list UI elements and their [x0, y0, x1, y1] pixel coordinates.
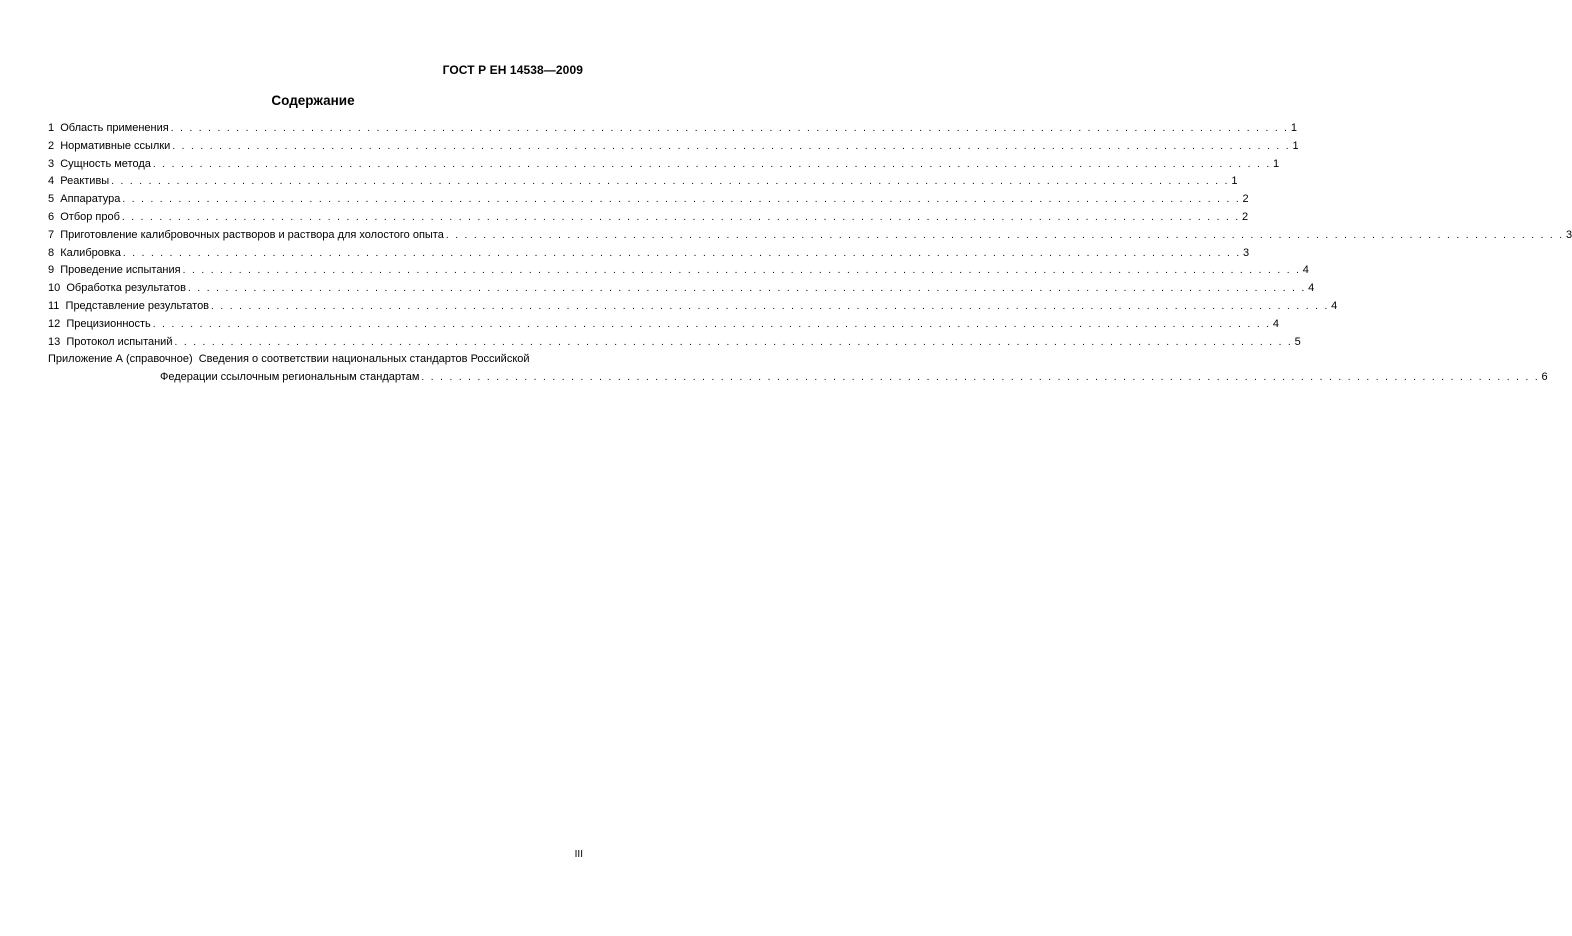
toc-entry-label: 5 Аппаратура — [48, 193, 121, 206]
toc-leader-dots: . . . . . . . . . . . . . . . . . . . . . . . . . . . . . . . . . . . . . . . . . . . . . . . . . . . . . . . . . . . . . . . . . . . . . . . . . . . . . . . . . . . . . . . . . . . . . . . . . . . . . . . . . . . . . . . . . . . . . . . . — [211, 300, 1330, 312]
document-code: ГОСТ Р ЕН 14538—2009 — [442, 63, 583, 77]
toc-entry-page: 1 — [1290, 122, 1297, 134]
toc-entry-label: 2 Нормативные ссылки — [48, 139, 171, 152]
toc-entry-label: 8 Калибровка — [48, 246, 121, 259]
toc-entry-label: 11 Представление результатов — [48, 299, 210, 312]
table-of-contents — [48, 121, 1572, 388]
toc-entry-label: 13 Протокол испытаний — [48, 335, 173, 348]
toc-entry[interactable] — [48, 317, 1280, 335]
toc-leader-dots: . . . . . . . . . . . . . . . . . . . . . . . . . . . . . . . . . . . . . . . . . . . . . . . . . . . . . . . . . . . . . . . . . . . . . . . . . . . . . . . . . . . . . . . . . . . . . . . . . . . . . . . . . . . . . . . . . . . . . . . . — [121, 211, 1241, 223]
toc-entry-label: 7 Приготовление калибровочных растворов и раствора для холостого опыта — [48, 228, 444, 241]
annex-label-line2: Федерации ссылочным региональным стандартам — [160, 371, 420, 384]
toc-entry[interactable] — [48, 192, 1249, 210]
toc-leader-dots: . . . . . . . . . . . . . . . . . . . . . . . . . . . . . . . . . . . . . . . . . . . . . . . . . . . . . . . . . . . . . . . . . . . . . . . . . . . . . . . . . . . . . . . . . . . . . . . . . . . . . . . . . . . . . . . . . . . . . . . . — [170, 123, 1289, 134]
toc-entry[interactable] — [48, 157, 1280, 175]
toc-entry-page: 4 — [1302, 264, 1309, 277]
toc-entry-label: 12 Прецизионность — [48, 317, 151, 330]
toc-entry[interactable] — [48, 139, 1299, 157]
toc-entry-page: 1 — [1292, 139, 1299, 152]
toc-entry-label: 6 Отбор проб — [48, 210, 120, 223]
toc-leader-dots: . . . . . . . . . . . . . . . . . . . . . . . . . . . . . . . . . . . . . . . . . . . . . . . . . . . . . . . . . . . . . . . . . . . . . . . . . . . . . . . . . . . . . . . . . . . . . . . . . . . . . . . . . . . . . . . . . . . . . . . . — [111, 176, 1230, 188]
toc-entry-label: 10 Обработка результатов — [48, 282, 187, 295]
toc-entry[interactable] — [48, 228, 1572, 246]
toc-entry-page: 3 — [1565, 228, 1572, 241]
toc-leader-dots: . . . . . . . . . . . . . . . . . . . . . . . . . . . . . . . . . . . . . . . . . . . . . . . . . . . . . . . . . . . . . . . . . . . . . . . . . . . . . . . . . . . . . . . . . . . . . . . . . . . . . . . . . . . . . . . . . . . . . . . . — [188, 283, 1307, 295]
toc-leader-dots: . . . . . . . . . . . . . . . . . . . . . . . . . . . . . . . . . . . . . . . . . . . . . . . . . . . . . . . . . . . . . . . . . . . . . . . . . . . . . . . . . . . . . . . . . . . . . . . . . . . . . . . . . . . . . . . . . . . . . . . . — [152, 158, 1272, 170]
toc-leader-dots: . . . . . . . . . . . . . . . . . . . . . . . . . . . . . . . . . . . . . . . . . . . . . . . . . . . . . . . . . . . . . . . . . . . . . . . . . . . . . . . . . . . . . . . . . . . . . . . . . . . . . . . . . . . . . . . . . . . . . . . . — [182, 265, 1301, 277]
toc-entry-label: 9 Проведение испытания — [48, 264, 181, 277]
toc-entry[interactable] — [48, 210, 1249, 228]
toc-entry-page: 2 — [1242, 210, 1249, 223]
toc-entry-page: 4 — [1331, 299, 1338, 312]
toc-leader-dots: . . . . . . . . . . . . . . . . . . . . . . . . . . . . . . . . . . . . . . . . . . . . . . . . . . . . . . . . . . . . . . . . . . . . . . . . . . . . . . . . . . . . . . . . . . . . . . . . . . . . . . . . . . . . . . . . . . . . . . . . — [172, 140, 1291, 152]
toc-entry[interactable] — [48, 299, 1338, 317]
toc-entry[interactable] — [48, 263, 1309, 281]
toc-title: Содержание — [271, 93, 355, 108]
toc-entry-page: 6 — [1541, 371, 1548, 384]
toc-leader-dots: . . . . . . . . . . . . . . . . . . . . . . . . . . . . . . . . . . . . . . . . . . . . . . . . . . . . . . . . . . . . . . . . . . . . . . . . . . . . . . . . . . . . . . . . . . . . . . . . . . . . . . . . . . . . . . . . . . . . . . . . — [174, 336, 1293, 348]
toc-entry-page: 1 — [1273, 157, 1280, 170]
toc-entry-label: 1 Область применения — [48, 122, 169, 134]
toc-entry[interactable] — [48, 174, 1238, 192]
toc-entry-page: 4 — [1272, 317, 1280, 330]
annex-continuation — [48, 370, 1548, 388]
toc-entry-page: 1 — [1231, 175, 1238, 188]
toc-entry[interactable] — [48, 246, 1250, 264]
toc-leader-dots: . . . . . . . . . . . . . . . . . . . . . . . . . . . . . . . . . . . . . . . . . . . . . . . . . . . . . . . . . . . . . . . . . . . . . . . . . . . . . . . . . . . . . . . . . . . . . . . . . . . . . . . . . . . . . . . . . . . . . . . . — [122, 194, 1241, 206]
toc-leader-dots: . . . . . . . . . . . . . . . . . . . . . . . . . . . . . . . . . . . . . . . . . . . . . . . . . . . . . . . . . . . . . . . . . . . . . . . . . . . . . . . . . . . . . . . . . . . . . . . . . . . . . . . . . . . . . . . . . . . . . . . . — [152, 318, 1271, 330]
toc-entry-page: 5 — [1294, 335, 1301, 348]
toc-entry-page: 2 — [1242, 193, 1249, 206]
annex-label-line1: Приложение А (справочное) Сведения о соответствии национальных стандартов Российской — [48, 353, 530, 366]
toc-entry-label: 4 Реактивы — [48, 175, 110, 188]
toc-entry-label: 3 Сущность метода — [48, 157, 151, 170]
toc-entry-page: 3 — [1243, 246, 1250, 259]
toc-leader-dots: . . . . . . . . . . . . . . . . . . . . . . . . . . . . . . . . . . . . . . . . . . . . . . . . . . . . . . . . . . . . . . . . . . . . . . . . . . . . . . . . . . . . . . . . . . . . . . . . . . . . . . . . . . . . . . . . . . . . . . . . — [122, 247, 1241, 259]
page-number: III — [574, 849, 583, 860]
toc-leader-dots: . . . . . . . . . . . . . . . . . . . . . . . . . . . . . . . . . . . . . . . . . . . . . . . . . . . . . . . . . . . . . . . . . . . . . . . . . . . . . . . . . . . . . . . . . . . . . . . . . . . . . . . . . . . . . . . . . . . . . . . . — [445, 229, 1564, 241]
toc-entry[interactable] — [48, 281, 1315, 299]
toc-entry-page: 4 — [1308, 282, 1315, 295]
toc-entry[interactable] — [48, 335, 1301, 353]
toc-entry-annex[interactable] — [48, 352, 1548, 388]
toc-entry[interactable] — [48, 121, 1297, 139]
toc-leader-dots: . . . . . . . . . . . . . . . . . . . . . . . . . . . . . . . . . . . . . . . . . . . . . . . . . . . . . . . . . . . . . . . . . . . . . . . . . . . . . . . . . . . . . . . . . . . . . . . . . . . . . . . . . . . . . . . . . . . . . . . . — [421, 372, 1540, 384]
